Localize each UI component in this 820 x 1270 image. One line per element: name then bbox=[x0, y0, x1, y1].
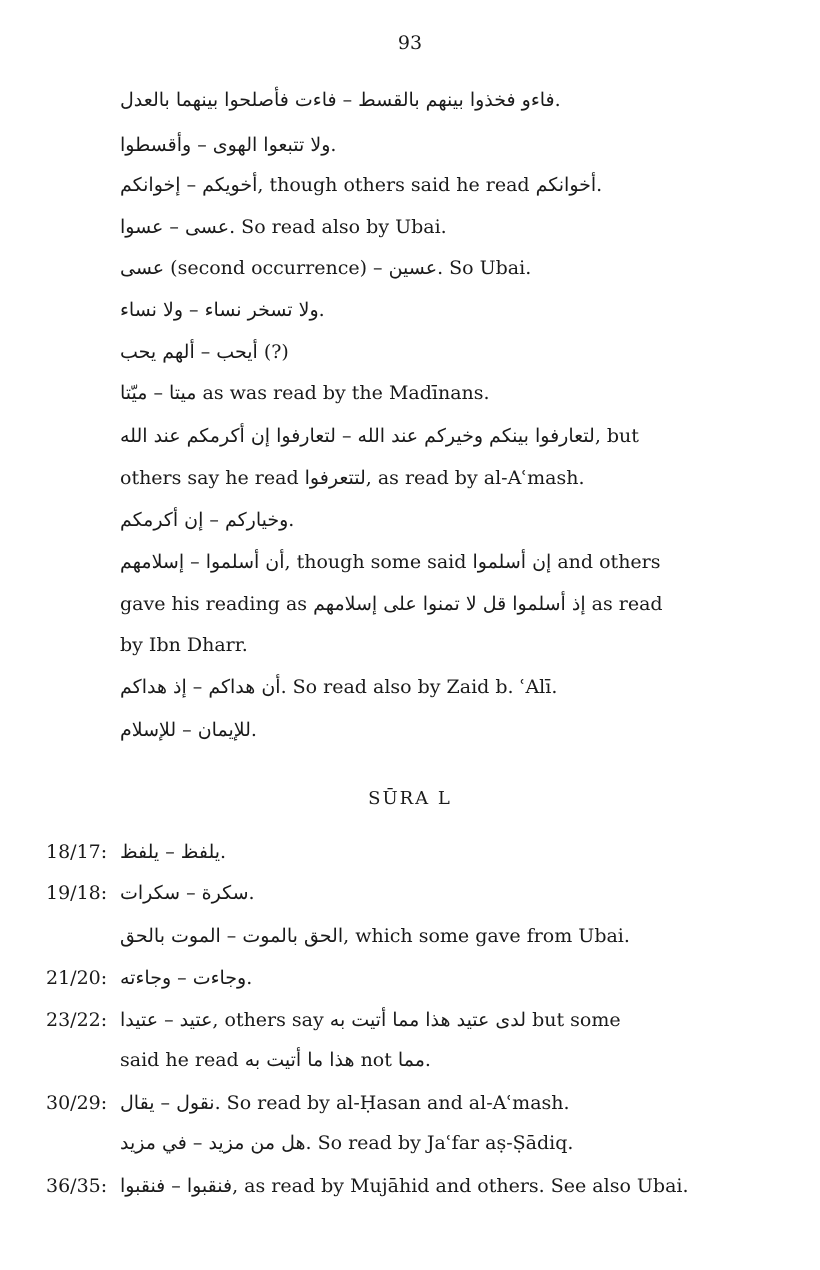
verse-label: 23/22: bbox=[46, 1009, 108, 1031]
page-number: 93 bbox=[397, 32, 423, 54]
entry-text: نقول – يقال. So read by al-Ḥasan and al-Aʿmash. bbox=[120, 1092, 570, 1114]
entry-text: أن هداكم – إذ هداكم. So read also by Zaid b. ʿAlī. bbox=[120, 676, 558, 698]
entry-text: ولا تسخر نساء – ولا نساء. bbox=[120, 299, 325, 321]
entry-text: فاءو فخذوا بينهم بالقسط – فاءت فأصلحوا بينهما بالعدل. bbox=[120, 89, 561, 111]
entry-text: ميتا – ميّتا as was read by the Madīnans. bbox=[120, 382, 490, 404]
entry-text: للإيمان – للإسلام. bbox=[120, 719, 257, 741]
entry-text: ولا تتبعوا الهوى – وأقسطوا. bbox=[120, 134, 337, 156]
entry-text: وجاءت – وجاءته. bbox=[120, 967, 253, 989]
entry-text: فنقبوا – فنقبوا, as read by Mujāhid and others. See also Ubai. bbox=[120, 1175, 689, 1197]
entry-text: أن أسلموا – إسلامهم, though some said إن أسلموا and others bbox=[120, 551, 661, 573]
entry-text: سكرة – سكرات. bbox=[120, 882, 255, 904]
verse-label: 21/20: bbox=[46, 967, 108, 989]
verse-label: 30/29: bbox=[46, 1092, 108, 1114]
entry-text: others say he read لتتعرفوا, as read by al-Aʿmash. bbox=[120, 467, 585, 489]
entry-text: gave his reading as إذ أسلموا قل لا تمنوا على إسلامهم as read bbox=[120, 593, 663, 615]
verse-label: 36/35: bbox=[46, 1175, 108, 1197]
entry-text: يلفظ – يلفظ. bbox=[120, 841, 227, 863]
entry-text: said he read هذا ما أتيت به not مما. bbox=[120, 1049, 431, 1071]
entry-text: لتعارفوا بينكم وخيركم عند الله – لتعارفوا إن أكرمكم عند الله, but bbox=[120, 425, 639, 447]
entry-text: أخويكم – إخوانكم, though others said he read أخوانكم. bbox=[120, 174, 603, 196]
entry-text: عسى – عسوا. So read also by Ubai. bbox=[120, 216, 447, 238]
verse-label: 19/18: bbox=[46, 882, 108, 904]
entry-text: by Ibn Dharr. bbox=[120, 634, 248, 656]
section-heading: SŪRA L bbox=[368, 788, 452, 809]
entry-text: وخياركم – إن أكرمكم. bbox=[120, 509, 295, 531]
entry-text: عتيد – عتيدا, others say لدى عتيد هذا مما أتيت به but some bbox=[120, 1009, 621, 1031]
entry-text: هل من مزيد – في مزيد. So read by Jaʿfar aṣ-Ṣādiq. bbox=[120, 1132, 574, 1154]
entry-text: أيحب – ألهم يحب (?) bbox=[120, 341, 289, 363]
entry-text: الحق بالموت – الموت بالحق, which some gave from Ubai. bbox=[120, 925, 630, 947]
verse-label: 18/17: bbox=[46, 841, 108, 863]
entry-text: عسى (second occurrence) – عسين. So Ubai. bbox=[120, 257, 532, 279]
